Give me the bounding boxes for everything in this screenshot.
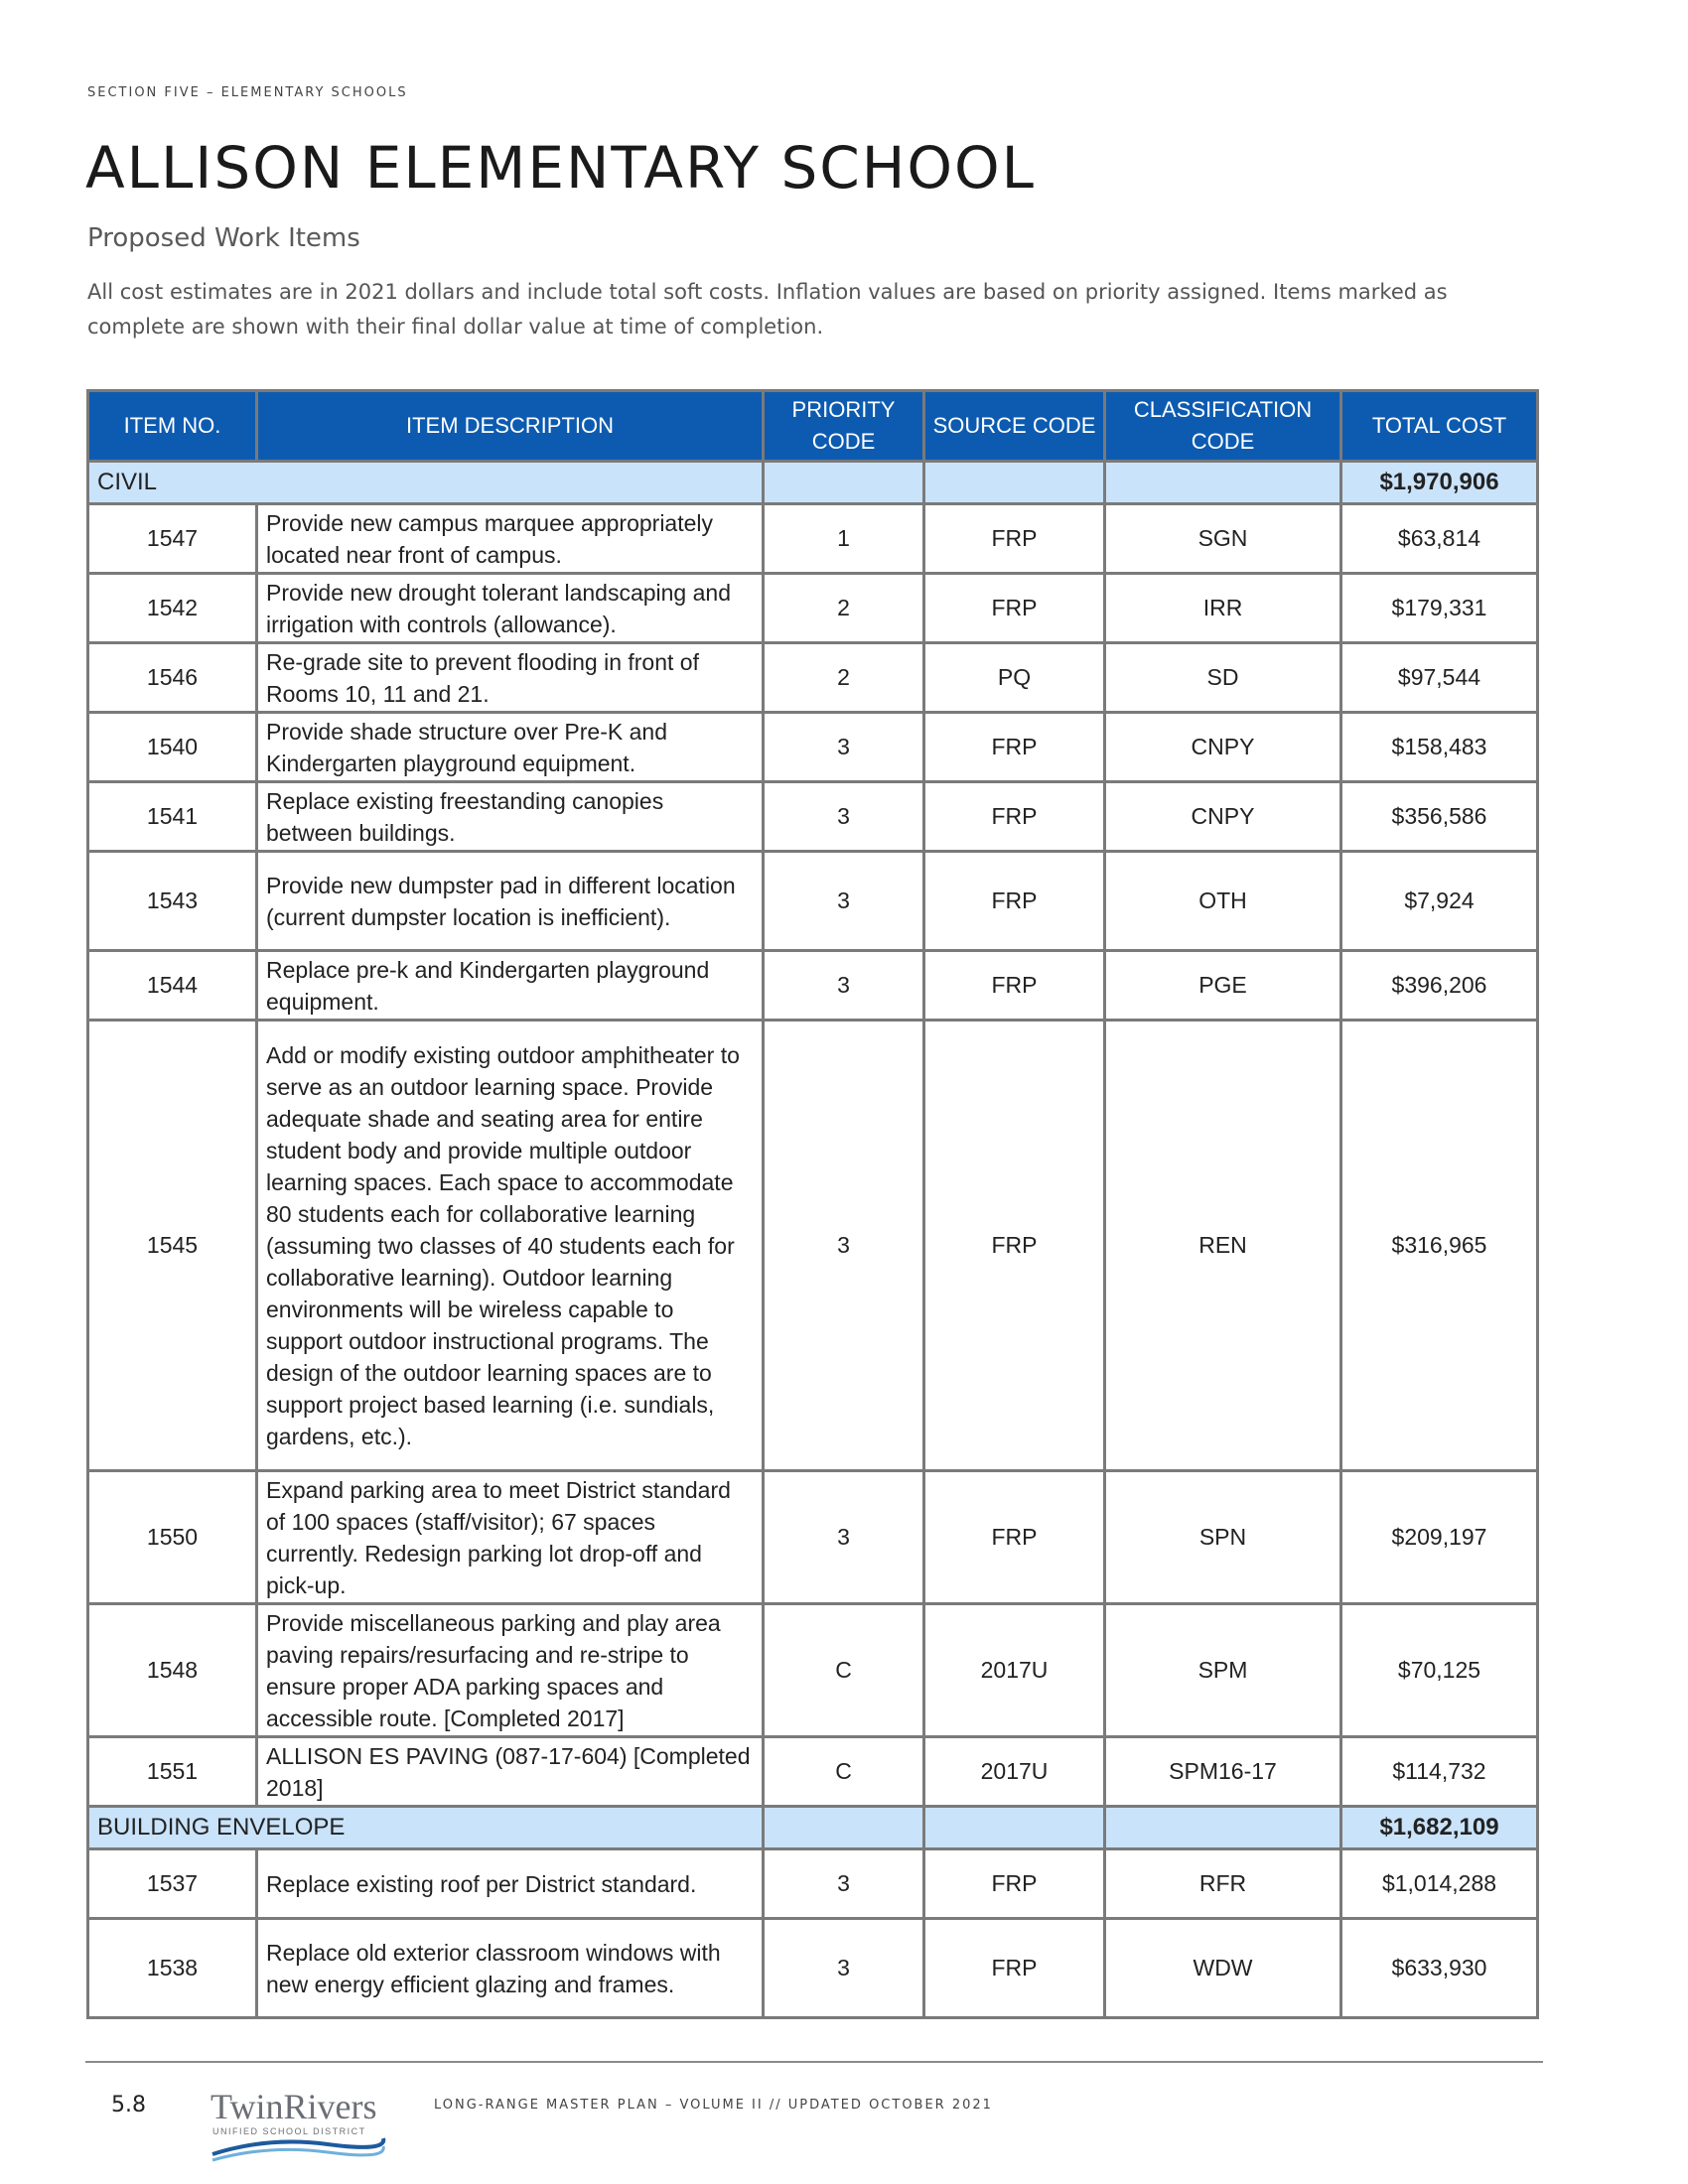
item-number: 1538 bbox=[88, 1919, 257, 2018]
work-items-table bbox=[86, 389, 1539, 2019]
classification-code: CNPY bbox=[1105, 782, 1341, 852]
classification-code: IRR bbox=[1105, 574, 1341, 643]
section-label: SECTION FIVE – ELEMENTARY SCHOOLS bbox=[87, 85, 408, 100]
category-name: CIVIL bbox=[88, 462, 764, 504]
table-row bbox=[88, 713, 1538, 782]
source-code: FRP bbox=[924, 951, 1105, 1021]
source-code: FRP bbox=[924, 713, 1105, 782]
classification-code: PGE bbox=[1105, 951, 1341, 1021]
priority-code: 3 bbox=[764, 1849, 924, 1919]
source-code: 2017U bbox=[924, 1604, 1105, 1737]
item-description: Replace existing freestanding canopies between buildings. bbox=[257, 782, 764, 852]
col-header-item-no: ITEM NO. bbox=[88, 391, 257, 462]
priority-code: 3 bbox=[764, 951, 924, 1021]
total-cost: $7,924 bbox=[1341, 852, 1538, 951]
logo-wordmark: TwinRivers bbox=[211, 2087, 377, 2126]
priority-code: 3 bbox=[764, 1471, 924, 1604]
priority-code: C bbox=[764, 1737, 924, 1807]
classification-code: SGN bbox=[1105, 504, 1341, 574]
item-description: Add or modify existing outdoor amphitheater to serve as an outdoor learning space. Provide adequate shade and seating area for entire student body and provide multiple outdoor learning spaces. Each space to accommodate 80 students each for collaborative learning (assuming two classes of 40 students each for collaborative learning). Outdoor learning environments will be wireless capable to support outdoor instructional programs. The design of the outdoor learning spaces are to support project based learning (i.e. sundials, gardens, etc.). bbox=[257, 1021, 764, 1471]
category-row bbox=[88, 462, 1538, 504]
col-header-total-cost: TOTAL COST bbox=[1341, 391, 1538, 462]
total-cost: $179,331 bbox=[1341, 574, 1538, 643]
item-number: 1541 bbox=[88, 782, 257, 852]
category-blank-class bbox=[1105, 462, 1341, 504]
item-description: ALLISON ES PAVING (087-17-604) [Completed 2018] bbox=[257, 1737, 764, 1807]
category-blank-source bbox=[924, 462, 1105, 504]
item-number: 1545 bbox=[88, 1021, 257, 1471]
classification-code: SPN bbox=[1105, 1471, 1341, 1604]
priority-code: 3 bbox=[764, 782, 924, 852]
total-cost: $1,014,288 bbox=[1341, 1849, 1538, 1919]
logo-subtitle: UNIFIED SCHOOL DISTRICT bbox=[212, 2126, 366, 2136]
page-title: ALLISON ELEMENTARY SCHOOL bbox=[85, 134, 1036, 202]
col-header-description: ITEM DESCRIPTION bbox=[257, 391, 764, 462]
col-header-classification: CLASSIFICATION CODE bbox=[1105, 391, 1341, 462]
source-code: FRP bbox=[924, 1471, 1105, 1604]
table-row bbox=[88, 1604, 1538, 1737]
total-cost: $63,814 bbox=[1341, 504, 1538, 574]
table-row bbox=[88, 951, 1538, 1021]
total-cost: $316,965 bbox=[1341, 1021, 1538, 1471]
priority-code: 3 bbox=[764, 1021, 924, 1471]
category-blank-source bbox=[924, 1807, 1105, 1849]
total-cost: $114,732 bbox=[1341, 1737, 1538, 1807]
item-description: Provide new drought tolerant landscaping and irrigation with controls (allowance). bbox=[257, 574, 764, 643]
item-description: Replace old exterior classroom windows with new energy efficient glazing and frames. bbox=[257, 1919, 764, 2018]
item-number: 1544 bbox=[88, 951, 257, 1021]
item-description: Replace existing roof per District standard. bbox=[257, 1849, 764, 1919]
item-description: Provide new campus marquee appropriately located near front of campus. bbox=[257, 504, 764, 574]
classification-code: OTH bbox=[1105, 852, 1341, 951]
table-row bbox=[88, 852, 1538, 951]
classification-code: WDW bbox=[1105, 1919, 1341, 2018]
category-row bbox=[88, 1807, 1538, 1849]
table-row bbox=[88, 1021, 1538, 1471]
total-cost: $356,586 bbox=[1341, 782, 1538, 852]
classification-code: SD bbox=[1105, 643, 1341, 713]
col-header-priority: PRIORITY CODE bbox=[764, 391, 924, 462]
table-row bbox=[88, 1919, 1538, 2018]
item-description: Expand parking area to meet District standard of 100 spaces (staff/visitor); 67 spaces currently. Redesign parking lot drop-off and pick-up. bbox=[257, 1471, 764, 1604]
footer-divider bbox=[85, 2061, 1543, 2063]
priority-code: C bbox=[764, 1604, 924, 1737]
item-number: 1542 bbox=[88, 574, 257, 643]
item-number: 1543 bbox=[88, 852, 257, 951]
priority-code: 3 bbox=[764, 1919, 924, 2018]
table-header-row bbox=[88, 391, 1538, 462]
item-number: 1540 bbox=[88, 713, 257, 782]
source-code: FRP bbox=[924, 1849, 1105, 1919]
table-row bbox=[88, 1737, 1538, 1807]
item-number: 1546 bbox=[88, 643, 257, 713]
item-description: Re-grade site to prevent flooding in front of Rooms 10, 11 and 21. bbox=[257, 643, 764, 713]
item-description: Provide new dumpster pad in different location (current dumpster location is inefficient). bbox=[257, 852, 764, 951]
item-description: Provide miscellaneous parking and play area paving repairs/resurfacing and re-stripe to ensure proper ADA parking spaces and accessible route. [Completed 2017] bbox=[257, 1604, 764, 1737]
table-row bbox=[88, 504, 1538, 574]
classification-code: CNPY bbox=[1105, 713, 1341, 782]
table-row bbox=[88, 1849, 1538, 1919]
priority-code: 2 bbox=[764, 643, 924, 713]
table-row bbox=[88, 643, 1538, 713]
category-name: BUILDING ENVELOPE bbox=[88, 1807, 764, 1849]
category-blank-priority bbox=[764, 1807, 924, 1849]
priority-code: 3 bbox=[764, 852, 924, 951]
source-code: FRP bbox=[924, 782, 1105, 852]
item-description: Replace pre-k and Kindergarten playground equipment. bbox=[257, 951, 764, 1021]
classification-code: SPM16-17 bbox=[1105, 1737, 1341, 1807]
source-code: FRP bbox=[924, 574, 1105, 643]
total-cost: $209,197 bbox=[1341, 1471, 1538, 1604]
col-header-source: SOURCE CODE bbox=[924, 391, 1105, 462]
table-row bbox=[88, 574, 1538, 643]
table-row bbox=[88, 1471, 1538, 1604]
category-total: $1,682,109 bbox=[1341, 1807, 1538, 1849]
page-subtitle: Proposed Work Items bbox=[87, 223, 360, 253]
item-number: 1550 bbox=[88, 1471, 257, 1604]
source-code: FRP bbox=[924, 1021, 1105, 1471]
item-number: 1551 bbox=[88, 1737, 257, 1807]
total-cost: $633,930 bbox=[1341, 1919, 1538, 2018]
logo-wave-dark bbox=[212, 2138, 383, 2154]
classification-code: RFR bbox=[1105, 1849, 1341, 1919]
priority-code: 1 bbox=[764, 504, 924, 574]
source-code: FRP bbox=[924, 852, 1105, 951]
priority-code: 3 bbox=[764, 713, 924, 782]
table-row bbox=[88, 782, 1538, 852]
source-code: 2017U bbox=[924, 1737, 1105, 1807]
priority-code: 2 bbox=[764, 574, 924, 643]
item-number: 1547 bbox=[88, 504, 257, 574]
total-cost: $70,125 bbox=[1341, 1604, 1538, 1737]
item-number: 1548 bbox=[88, 1604, 257, 1737]
category-blank-class bbox=[1105, 1807, 1341, 1849]
twin-rivers-logo bbox=[209, 2083, 387, 2162]
source-code: PQ bbox=[924, 643, 1105, 713]
footer-text: LONG-RANGE MASTER PLAN – VOLUME II // UPDATED OCTOBER 2021 bbox=[434, 2098, 993, 2113]
source-code: FRP bbox=[924, 1919, 1105, 2018]
intro-paragraph: All cost estimates are in 2021 dollars and include total soft costs. Inflation values are based on priority assigned. Items marked as complete are shown with their final dollar value at time of completion. bbox=[87, 280, 1448, 339]
item-number: 1537 bbox=[88, 1849, 257, 1919]
item-description: Provide shade structure over Pre-K and Kindergarten playground equipment. bbox=[257, 713, 764, 782]
page-number: 5.8 bbox=[111, 2093, 146, 2117]
total-cost: $396,206 bbox=[1341, 951, 1538, 1021]
source-code: FRP bbox=[924, 504, 1105, 574]
total-cost: $158,483 bbox=[1341, 713, 1538, 782]
classification-code: REN bbox=[1105, 1021, 1341, 1471]
category-total: $1,970,906 bbox=[1341, 462, 1538, 504]
category-blank-priority bbox=[764, 462, 924, 504]
total-cost: $97,544 bbox=[1341, 643, 1538, 713]
classification-code: SPM bbox=[1105, 1604, 1341, 1737]
